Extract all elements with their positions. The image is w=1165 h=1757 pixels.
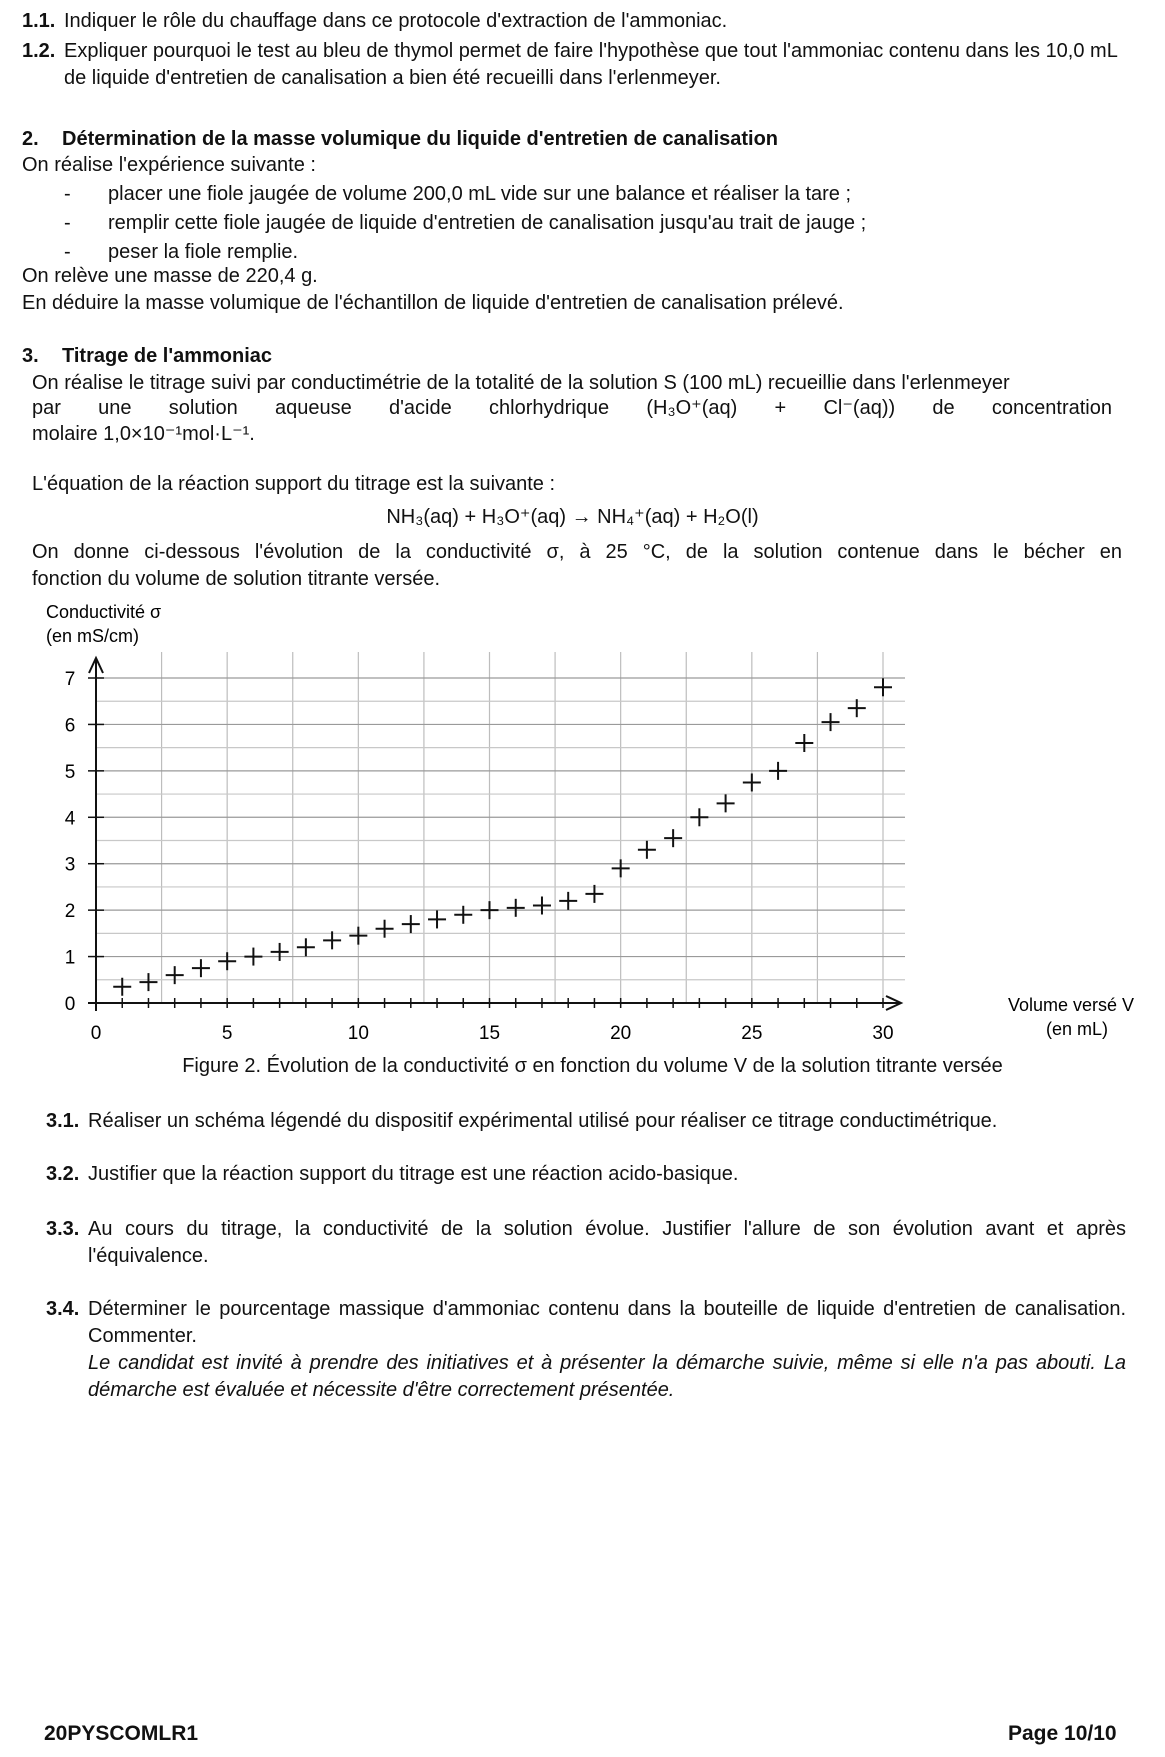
- x-tick-label: 15: [478, 1023, 501, 1044]
- data-point: [428, 910, 446, 928]
- question-1-1: [22, 8, 1122, 35]
- y-tick-label: 4: [64, 808, 76, 830]
- data-point: [664, 829, 682, 847]
- data-point: [612, 859, 630, 877]
- section-3-intro-line3: molaire 1,0×10⁻¹mol·L⁻¹.: [32, 423, 255, 445]
- data-point: [192, 959, 210, 977]
- data-point: [690, 808, 708, 826]
- x-tick-label: 5: [221, 1023, 233, 1044]
- y-axis-arrow: [89, 658, 103, 673]
- y-tick-label: 2: [64, 901, 76, 923]
- data-point: [769, 762, 787, 780]
- y-tick-label: 5: [64, 761, 76, 783]
- question-number: 3.1.: [46, 1110, 80, 1132]
- x-tick-label: 25: [741, 1023, 763, 1044]
- question-number: 1.2.: [22, 40, 56, 62]
- chart-points: [113, 678, 892, 995]
- question-text: Au cours du titrage, la conductivité de la solution évolue. Justifier l'allure de son évolution avant et après l'équivalence.: [88, 1218, 1126, 1267]
- exam-code: 20PYSCOMLR1: [44, 1722, 199, 1745]
- question-number: 3.3.: [46, 1218, 80, 1240]
- x-tick-label: 30: [872, 1023, 894, 1044]
- data-point: [559, 892, 577, 910]
- question-number: 3.4.: [46, 1298, 80, 1320]
- figure-caption: Figure 2. Évolution de la conductivité σ en fonction du volume V de la solution titrante versée: [182, 1055, 1003, 1077]
- data-point: [874, 678, 892, 696]
- reaction-equation: NH₃(aq) + H₃O⁺(aq) → NH₄⁺(aq) + H₂O(l): [386, 506, 759, 528]
- question-text: Expliquer pourquoi le test au bleu de thymol permet de faire l'hypothèse que tout l'ammoniac contenu dans les 10,0 mL de liquide d'entretien de canalisation a bien été recueilli dans l'erlenmeyer.: [64, 40, 1118, 89]
- data-point: [376, 920, 394, 938]
- data-point: [113, 978, 131, 996]
- section-number: 3.: [22, 345, 39, 367]
- x-axis-label-line2: (en mL): [1046, 1019, 1109, 1039]
- data-point: [822, 713, 840, 731]
- x-tick-label: 0: [90, 1023, 102, 1044]
- question-3-2: [46, 1161, 1126, 1188]
- data-point: [244, 948, 262, 966]
- question-text: Déterminer le pourcentage massique d'ammoniac contenu dans la bouteille de liquide d'entretien de canalisation. Commenter.: [88, 1298, 1126, 1347]
- y-axis-label-line1: Conductivité σ: [46, 602, 162, 622]
- section-title: Titrage de l'ammoniac: [62, 345, 273, 367]
- x-axis-label-line1: Volume versé V: [1008, 995, 1135, 1015]
- section-title: Détermination de la masse volumique du liquide d'entretien de canalisation: [62, 128, 779, 150]
- data-point: [402, 915, 420, 933]
- data-point: [848, 699, 866, 717]
- question-number: 3.2.: [46, 1163, 80, 1185]
- question-3-4: [46, 1296, 1126, 1404]
- graph-intro-line1: On donne ci-dessous l'évolution de la conductivité σ, à 25 °C, de la solution contenue dans le bécher en: [32, 541, 1122, 563]
- procedure-step: - placer une fiole jaugée de volume 200,0 mL vide sur une balance et réaliser la tare ;: [60, 180, 866, 209]
- chart-grid: [96, 652, 905, 1003]
- section-number: 2.: [22, 128, 39, 150]
- data-point: [454, 906, 472, 924]
- y-tick-label: 7: [64, 669, 76, 690]
- question-number: 1.1.: [22, 10, 56, 32]
- y-tick-label: 3: [64, 854, 76, 876]
- data-point: [533, 897, 551, 915]
- question-text: Indiquer le rôle du chauffage dans ce protocole d'extraction de l'ammoniac.: [64, 10, 728, 32]
- data-point: [638, 841, 656, 859]
- data-point: [271, 943, 289, 961]
- data-point: [166, 966, 184, 984]
- data-point: [297, 938, 315, 956]
- section-2-question: En déduire la masse volumique de l'échantillon de liquide d'entretien de canalisation prélevé.: [22, 292, 844, 314]
- procedure-steps: [60, 180, 866, 267]
- data-point: [481, 901, 499, 919]
- section-2-intro: On réalise l'expérience suivante :: [22, 154, 316, 176]
- section-3-intro-line2: par une solution aqueuse d'acide chlorhydrique (H₃O⁺(aq) + Cl⁻(aq)) de concentration: [32, 397, 1112, 419]
- data-point: [795, 734, 813, 752]
- y-axis-label-line2: (en mS/cm): [46, 626, 140, 646]
- x-axis-arrow: [886, 996, 901, 1010]
- data-point: [585, 885, 603, 903]
- section-3-intro-line1: On réalise le titrage suivi par conductimétrie de la totalité de la solution S (100 mL) recueillie dans l'erlenmeyer: [32, 372, 1010, 394]
- equation-intro: L'équation de la réaction support du titrage est la suivante :: [32, 473, 556, 495]
- data-point: [717, 794, 735, 812]
- page-number: Page 10/10: [1008, 1722, 1117, 1745]
- data-point: [323, 931, 341, 949]
- data-point: [139, 973, 157, 991]
- question-3-3: [46, 1216, 1126, 1270]
- question-text: Réaliser un schéma légendé du dispositif expérimental utilisé pour réaliser ce titrage conductimétrique.: [88, 1110, 998, 1132]
- section-2-heading: [22, 128, 778, 151]
- mass-statement: On relève une masse de 220,4 g.: [22, 265, 318, 287]
- x-tick-label: 10: [347, 1023, 369, 1044]
- data-point: [349, 927, 367, 945]
- procedure-step: - peser la fiole remplie.: [60, 238, 866, 267]
- x-tick-label: 20: [610, 1023, 632, 1044]
- data-point: [507, 899, 525, 917]
- question-1-2: [22, 38, 1122, 92]
- candidate-note: Le candidat est invité à prendre des initiatives et à présenter la démarche suivie, même si elle n'a pas abouti. La démarche est évaluée et nécessite d'être correctement présentée.: [88, 1352, 1126, 1401]
- question-3-1: [46, 1108, 1126, 1135]
- y-tick-label: 1: [64, 947, 76, 969]
- chart-ticks: [65, 669, 894, 1044]
- procedure-step: - remplir cette fiole jaugée de liquide d'entretien de canalisation jusqu'au trait de jauge ;: [60, 209, 866, 238]
- y-tick-label: 0: [64, 994, 76, 1015]
- data-point: [218, 952, 236, 970]
- y-tick-label: 6: [64, 715, 76, 737]
- question-text: Justifier que la réaction support du titrage est une réaction acido-basique.: [88, 1163, 739, 1185]
- section-3-heading: [22, 345, 272, 368]
- data-point: [743, 773, 761, 791]
- chart-axes: [88, 658, 901, 1011]
- graph-intro-line2: fonction du volume de solution titrante versée.: [32, 568, 441, 590]
